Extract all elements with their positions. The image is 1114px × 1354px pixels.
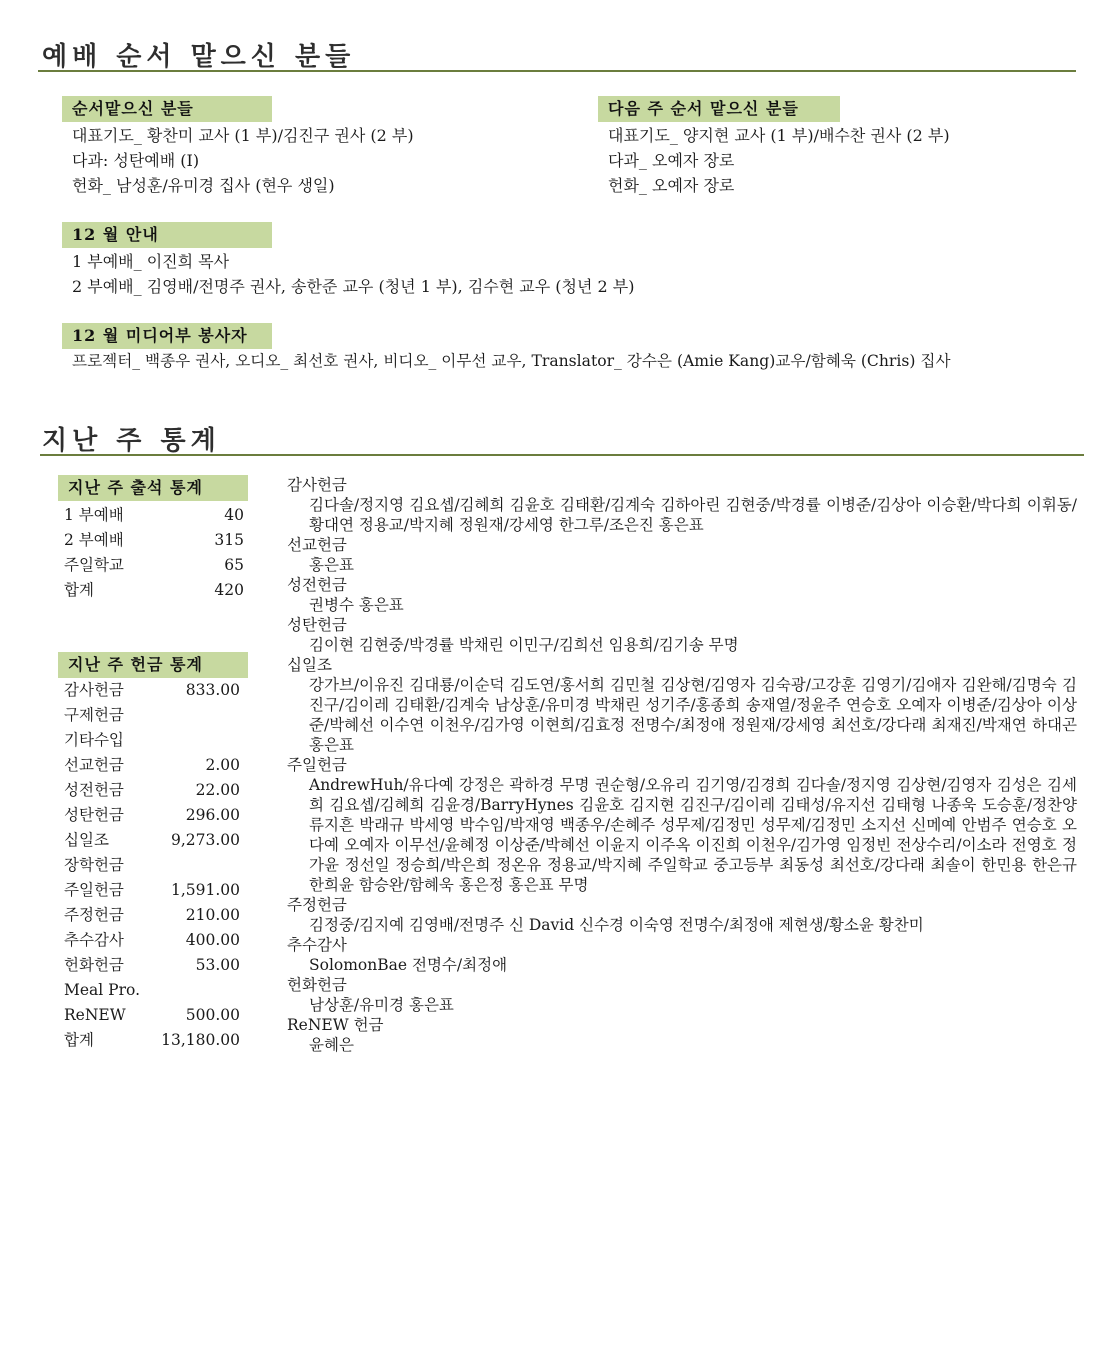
label-next-week-roles: 다음 주 순서 맡으신 분들 <box>598 96 840 122</box>
donor-names: 강가브/이유진 김대룡/이순덕 김도연/홍서희 김민철 김상현/김영자 김숙광/고강훈 김영기/김애자 김완해/김명숙 김진구/김이레 김태환/김계숙 남상훈/유미경 박채린 성기주/홍종희 송재열/정윤주 연승호 오예자 이병준/김상아 이상준/박혜선 이수연 이천우/김가영 이현희/김효정 전명수/최정애 정원재/강세영 최선호/강다래 최재진/박재연 하대곤 홍은표 <box>309 676 1077 754</box>
stat-value: 296.00 <box>185 806 240 824</box>
stat-row <box>64 678 240 703</box>
stat-value: 40 <box>224 506 244 524</box>
line-representative-prayer: 대표기도_ 황찬미 교사 (1 부)/김진구 권사 (2 부) <box>72 126 414 145</box>
stat-row <box>64 578 244 603</box>
donor-names: 홍은표 <box>309 556 354 574</box>
donation-category: 십일조 <box>287 656 332 674</box>
stat-name: 2 부예배 <box>64 531 124 549</box>
stat-value: 9,273.00 <box>170 831 240 849</box>
stat-value: 53.00 <box>195 956 240 974</box>
december-guide-list <box>72 249 635 299</box>
line-flowers: 헌화_ 남성훈/유미경 집사 (현우 생일) <box>72 176 335 195</box>
media-volunteers-list <box>72 349 951 374</box>
stat-name: 헌화헌금 <box>64 956 124 974</box>
stat-name: 성탄헌금 <box>64 806 124 824</box>
stat-row <box>64 703 240 728</box>
stat-row <box>64 828 240 853</box>
stat-row <box>64 978 240 1003</box>
attendance-table <box>64 503 244 603</box>
stat-row <box>64 1003 240 1028</box>
donation-category: 주일헌금 <box>287 756 347 774</box>
donation-category: 주정헌금 <box>287 896 347 914</box>
label-this-week-roles: 순서맡으신 분들 <box>62 96 272 122</box>
donor-names: AndrewHuh/유다예 강정은 곽하경 무명 권순형/오유리 김기영/김경희 김다솔/정지영 김상현/김영자 김성은 김세희 김요셉/김혜희 김윤경/BarryHynes 김윤호 김지현 김진구/김이레 김태성/유지선 김태형 나종욱 도승훈/정찬양 류지흔 박래규 박세영 박수임/박재영 백종우/손혜주 성무제/김정민 성무제/김정민 소지선 신메예 안범주 연승호 오다예 오예자 이무선/윤혜정 이상준/박혜선 이윤지 이주옥 이진희 이천우/김가영 임정빈 전상수리/이소라 전영호 정가윤 정선일 정승희/박은희 정온유 정용교/박지혜 주일학교 중고등부 최동성 최선호/강다래 최솔이 한민용 한은규 한희윤 함승완/함혜욱 홍은정 홍은표 무명 <box>309 776 1077 894</box>
donation-category: 감사헌금 <box>287 476 347 494</box>
stat-name: 장학헌금 <box>64 856 124 874</box>
stat-row <box>64 528 244 553</box>
stat-row <box>64 1028 240 1053</box>
stat-row <box>64 728 240 753</box>
donation-category: 성탄헌금 <box>287 616 347 634</box>
stat-row <box>64 553 244 578</box>
stat-name: ReNEW <box>64 1006 126 1024</box>
stat-value: 500.00 <box>185 1006 240 1024</box>
line-next-prayer: 대표기도_ 양지현 교사 (1 부)/배수찬 권사 (2 부) <box>608 126 950 145</box>
section-divider-2 <box>40 454 1084 456</box>
donation-category: 추수감사 <box>287 936 347 954</box>
line-next-flowers: 헌화_ 오예자 장로 <box>608 176 735 195</box>
stat-name: 선교헌금 <box>64 756 124 774</box>
stat-name: 합계 <box>64 581 94 599</box>
stat-value: 400.00 <box>185 931 240 949</box>
stat-value: 13,180.00 <box>161 1031 240 1049</box>
stat-name: 추수감사 <box>64 931 124 949</box>
stat-name: 구제헌금 <box>64 706 124 724</box>
stat-row <box>64 928 240 953</box>
stat-name: 성전헌금 <box>64 781 124 799</box>
donation-category: 선교헌금 <box>287 536 347 554</box>
stat-row <box>64 753 240 778</box>
label-attendance-stats: 지난 주 출석 통계 <box>58 475 248 501</box>
label-december-guide: 12 월 안내 <box>62 222 272 248</box>
line-first-service: 1 부예배_ 이진희 목사 <box>72 252 230 271</box>
stat-name: 1 부예배 <box>64 506 124 524</box>
stat-row <box>64 853 240 878</box>
stat-value: 2.00 <box>205 756 240 774</box>
stat-value: 210.00 <box>185 906 240 924</box>
stat-value: 315 <box>214 531 244 549</box>
stat-name: 감사헌금 <box>64 681 124 699</box>
donation-category: 헌화헌금 <box>287 976 347 994</box>
label-offering-stats: 지난 주 헌금 통계 <box>58 652 248 678</box>
donation-category: ReNEW 헌금 <box>287 1016 384 1034</box>
donor-names: 김다솔/정지영 김요셉/김혜희 김윤호 김태환/김계숙 김하아린 김현중/박경률 이병준/김상아 이승환/박다희 이휘동/황대연 정용교/박지혜 정원재/강세영 한그루/조은진 홍은표 <box>309 496 1077 534</box>
stat-value: 833.00 <box>185 681 240 699</box>
stat-row <box>64 778 240 803</box>
donor-names: 김정중/김지예 김영배/전명주 신 David 신수경 이숙영 전명수/최정애 제현생/황소윤 황찬미 <box>309 916 924 934</box>
stat-name: 주일헌금 <box>64 881 124 899</box>
stat-row <box>64 953 240 978</box>
stat-row <box>64 878 240 903</box>
offering-table <box>64 678 240 1053</box>
stat-name: 기타수입 <box>64 731 124 749</box>
section-title-last-week-stats: 지난 주 통계 <box>42 426 221 456</box>
stat-value: 65 <box>224 556 244 574</box>
label-media-volunteers: 12 월 미디어부 봉사자 <box>62 323 272 349</box>
line-media-volunteers: 프로젝터_ 백종우 권사, 오디오_ 최선호 권사, 비디오_ 이무선 교우, Translator_ 강수은 (Amie Kang)교우/함혜욱 (Chris) 집사 <box>72 352 951 370</box>
stat-value: 22.00 <box>195 781 240 799</box>
this-week-roles-list <box>72 123 414 198</box>
donation-category: 성전헌금 <box>287 576 347 594</box>
stat-value: 1,591.00 <box>170 881 240 899</box>
stat-name: 주일학교 <box>64 556 124 574</box>
section-divider <box>38 70 1076 72</box>
donor-names: SolomonBae 전명수/최정애 <box>309 956 508 974</box>
stat-row <box>64 803 240 828</box>
next-week-roles-list <box>608 123 950 198</box>
stat-row <box>64 503 244 528</box>
donor-names: 권병수 홍은표 <box>309 596 404 614</box>
stat-name: 주정헌금 <box>64 906 124 924</box>
line-next-refreshments: 다과_ 오예자 장로 <box>608 151 735 170</box>
stat-name: 합계 <box>64 1031 94 1049</box>
donor-names: 김이현 김현중/박경률 박채린 이민구/김희선 임용희/김기송 무명 <box>309 636 739 654</box>
stat-name: 십일조 <box>64 831 109 849</box>
section-title-service-roles: 예배 순서 맡으신 분들 <box>42 42 356 72</box>
stat-value: 420 <box>214 581 244 599</box>
donor-names: 윤혜은 <box>309 1036 354 1054</box>
line-second-service: 2 부예배_ 김영배/전명주 권사, 송한준 교우 (청년 1 부), 김수현 교우 (청년 2 부) <box>72 277 635 296</box>
donor-names: 남상훈/유미경 홍은표 <box>309 996 454 1014</box>
line-refreshments: 다과: 성탄예배 (I) <box>72 151 200 170</box>
donor-list <box>287 475 1077 1055</box>
stat-name: Meal Pro. <box>64 981 140 999</box>
stat-row <box>64 903 240 928</box>
